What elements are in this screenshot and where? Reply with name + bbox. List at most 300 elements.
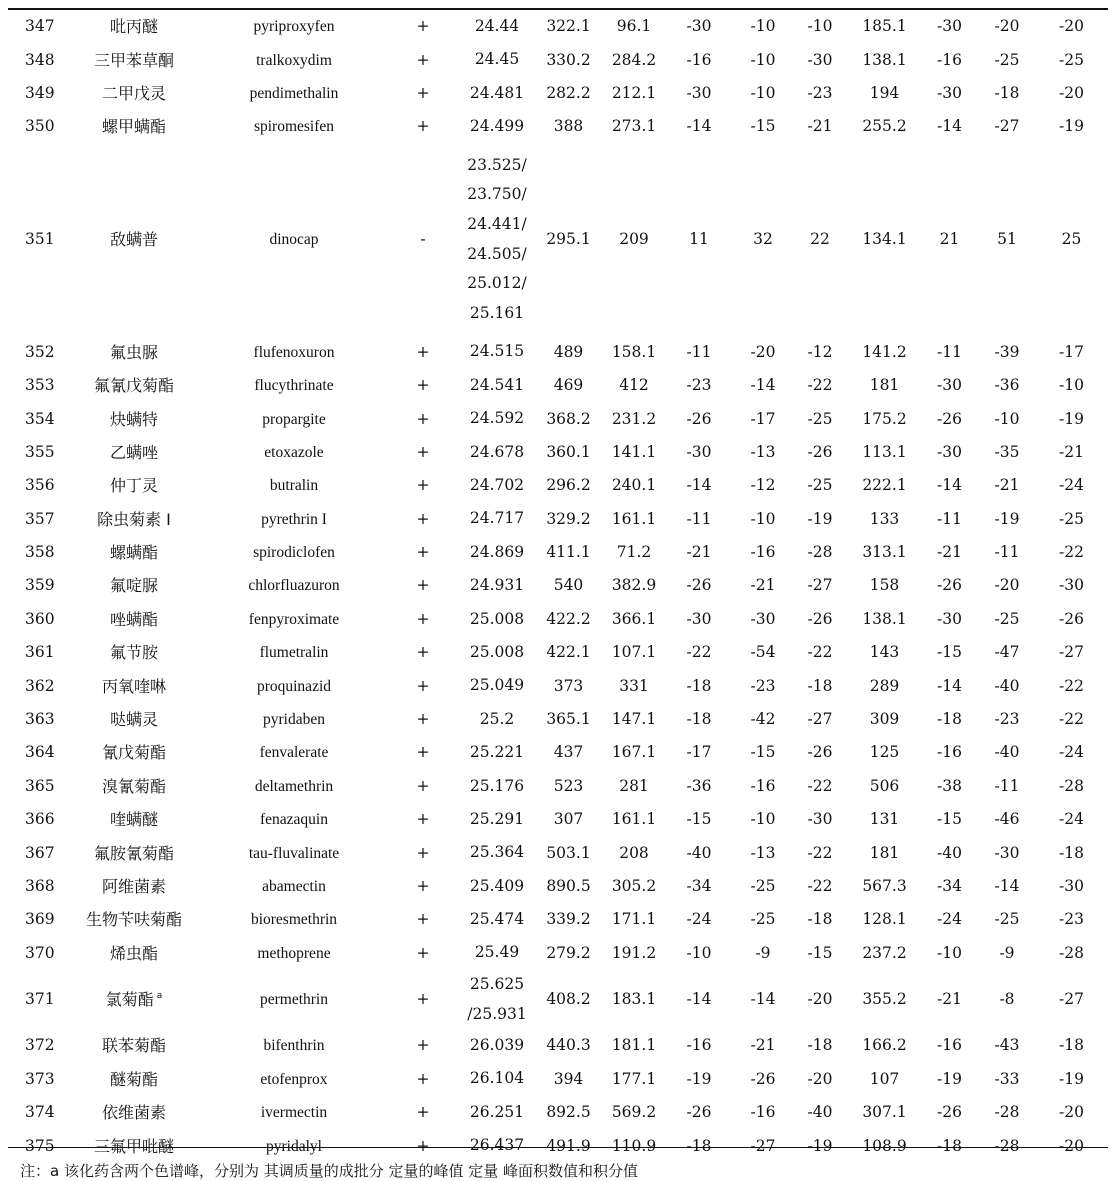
cell-product-ion-2-text: 125: [869, 743, 900, 762]
cell-cxp-1-text: -22: [807, 877, 833, 895]
cell-number: [8, 436, 64, 469]
cell-cxp-2-text: -20: [1059, 1136, 1084, 1155]
cell-cxp-2-text: -27: [1059, 643, 1084, 662]
cell-ion-mode-text: -: [420, 230, 426, 249]
cell-product-ion-1: [605, 603, 663, 636]
cell-number: [8, 937, 64, 970]
cell-cxp-1-text: -26: [807, 609, 833, 628]
cell-product-ion-2: [849, 870, 920, 903]
cell-english-name: [204, 903, 384, 936]
cell-precursor-ion-text: 394: [553, 1069, 584, 1088]
cell-dp-2: [920, 469, 979, 502]
cell-cxp-1: [791, 503, 849, 536]
cell-product-ion-1: [605, 1096, 663, 1129]
table-row: [8, 937, 1108, 970]
cell-number: [8, 1029, 64, 1062]
cell-ce-2-text: -47: [994, 643, 1020, 662]
cell-number-text: 371: [25, 990, 55, 1009]
cell-retention-time: [462, 770, 532, 803]
cell-number-text: 347: [25, 17, 55, 36]
cell-english-name: [204, 1096, 384, 1129]
cell-number-text: 373: [25, 1069, 55, 1088]
cell-ion-mode: [384, 903, 462, 936]
cell-english-name: [204, 1029, 384, 1062]
cell-retention-time: [462, 903, 532, 936]
cell-cxp-2: [1035, 870, 1108, 903]
cell-ion-mode-text: +: [416, 877, 430, 895]
retention-time-line: 24.515: [469, 342, 525, 361]
cell-product-ion-1-text: 273.1: [611, 117, 657, 136]
cell-cxp-2: [1035, 536, 1108, 569]
cell-product-ion-1-text: 208: [619, 843, 649, 862]
cell-cxp-1-text: -19: [807, 1136, 833, 1155]
cell-ce-2-text: -8: [999, 990, 1015, 1009]
cell-english-name-text: bioresmethrin: [250, 911, 338, 929]
cell-ce-2-text: -10: [994, 409, 1020, 428]
retention-time-line: 25.291: [469, 809, 525, 828]
cell-ce-1: [735, 836, 791, 869]
cell-retention-time: [462, 436, 532, 469]
cell-english-name: [204, 43, 384, 76]
cell-dp-1-text: -30: [686, 442, 712, 461]
cell-ce-2: [979, 77, 1035, 110]
cell-product-ion-2: [849, 669, 920, 702]
cell-cxp-1-text: -18: [807, 676, 833, 695]
cell-dp-1: [663, 144, 735, 336]
table-row: [8, 369, 1108, 402]
table-row: [8, 836, 1108, 869]
cell-ion-mode: [384, 1029, 462, 1062]
cell-dp-1-text: -14: [686, 990, 712, 1009]
cell-product-ion-2: [849, 77, 920, 110]
cell-ce-1-text: -10: [750, 810, 776, 829]
cell-product-ion-1-text: 231.2: [611, 409, 657, 428]
cell-product-ion-2-text: 133: [869, 509, 900, 528]
table-row: [8, 970, 1108, 1029]
cell-precursor-ion-text: 307: [553, 810, 584, 829]
cell-ce-1: [735, 1029, 791, 1062]
cell-cxp-2: [1035, 1096, 1108, 1129]
cell-cxp-1-text: -30: [807, 810, 833, 829]
cell-dp-1: [663, 636, 735, 669]
table-row: [8, 770, 1108, 803]
cell-chinese-name: [64, 77, 204, 110]
retention-time-line: 26.251: [469, 1102, 525, 1121]
cell-dp-1: [663, 836, 735, 869]
cell-cxp-1-text: -22: [807, 776, 833, 795]
cell-precursor-ion-text: 279.2: [546, 943, 591, 962]
cell-product-ion-2: [849, 43, 920, 76]
retention-time-line: 24.499: [469, 117, 525, 136]
cell-dp-2: [920, 703, 979, 736]
cell-ce-1: [735, 736, 791, 769]
cell-dp-2: [920, 636, 979, 669]
cell-english-name: [204, 110, 384, 143]
cell-cxp-1: [791, 870, 849, 903]
cell-ce-1: [735, 703, 791, 736]
cell-ion-mode: [384, 336, 462, 369]
cell-product-ion-2-text: 108.9: [862, 1136, 907, 1155]
cell-dp-2: [920, 10, 979, 43]
cell-retention-time: [462, 803, 532, 836]
cell-precursor-ion: [532, 369, 605, 402]
cell-cxp-1-text: -20: [807, 1069, 833, 1088]
cell-english-name: [204, 603, 384, 636]
cell-dp-1: [663, 110, 735, 143]
cell-ce-1-text: -17: [750, 409, 776, 428]
cell-precursor-ion: [532, 1063, 605, 1096]
cell-product-ion-1: [605, 770, 663, 803]
cell-chinese-name: [64, 469, 204, 502]
cell-number: [8, 503, 64, 536]
cell-cxp-1: [791, 1063, 849, 1096]
cell-cxp-2: [1035, 636, 1108, 669]
cell-cxp-2-text: -24: [1059, 810, 1084, 829]
cell-cxp-1: [791, 369, 849, 402]
cell-cxp-2: [1035, 1063, 1108, 1096]
cell-cxp-2: [1035, 703, 1108, 736]
cell-dp-2-text: -26: [937, 409, 962, 428]
cell-product-ion-2: [849, 469, 920, 502]
cell-english-name-text: permethrin: [259, 991, 328, 1009]
cell-cxp-1-text: 22: [810, 230, 830, 249]
cell-ce-2: [979, 870, 1035, 903]
cell-dp-2-text: -19: [937, 1069, 962, 1088]
cell-ce-1: [735, 903, 791, 936]
cell-dp-2: [920, 1096, 979, 1129]
cell-cxp-2-text: -19: [1059, 117, 1084, 136]
table-row: [8, 1063, 1108, 1096]
cell-cxp-1: [791, 803, 849, 836]
cell-ce-2: [979, 43, 1035, 76]
cell-ion-mode: [384, 937, 462, 970]
cell-product-ion-2: [849, 903, 920, 936]
cell-dp-2-text: -14: [937, 676, 962, 695]
cell-dp-2-text: -30: [937, 609, 962, 628]
cell-english-name: [204, 736, 384, 769]
retention-time-line: 24.931: [469, 576, 525, 595]
table-row: [8, 803, 1108, 836]
cell-cxp-2-text: -18: [1059, 843, 1084, 862]
cell-ce-2-text: -40: [994, 676, 1020, 695]
cell-ion-mode-text: +: [416, 543, 430, 562]
cell-product-ion-1-text: 167.1: [611, 743, 657, 762]
cell-ce-1-text: -15: [750, 743, 776, 762]
cell-precursor-ion-text: 339.2: [546, 910, 591, 929]
cell-ce-2: [979, 536, 1035, 569]
cell-cxp-2-text: -20: [1059, 17, 1084, 36]
cell-product-ion-1: [605, 1063, 663, 1096]
cell-retention-time: [462, 1096, 532, 1129]
cell-chinese-name-text: 氟胺氰菊酯: [93, 843, 174, 863]
cell-ce-1: [735, 937, 791, 970]
cell-dp-2: [920, 603, 979, 636]
cell-dp-1: [663, 436, 735, 469]
cell-english-name-text: pyriproxyfen: [253, 18, 335, 36]
cell-dp-1-text: -30: [686, 609, 712, 628]
cell-english-name: [204, 803, 384, 836]
retention-time-line: 25.008: [469, 642, 525, 661]
cell-english-name-text: flumetralin: [259, 644, 329, 662]
cell-dp-2-text: -14: [937, 476, 962, 495]
cell-product-ion-2: [849, 10, 920, 43]
cell-ce-2-text: -14: [994, 877, 1020, 895]
retention-time-line: 23.525/: [467, 155, 527, 174]
cell-chinese-name: [64, 803, 204, 836]
cell-number-text: 365: [25, 776, 55, 795]
cell-english-name-text: chlorfluazuron: [248, 577, 340, 595]
cell-retention-time: [462, 144, 532, 336]
cell-ce-1-text: -54: [750, 643, 776, 662]
cell-product-ion-2-text: 181: [869, 376, 900, 395]
cell-dp-2-text: -34: [937, 877, 962, 895]
cell-ce-2: [979, 669, 1035, 702]
cell-number-text: 375: [25, 1136, 55, 1155]
cell-ion-mode: [384, 569, 462, 602]
cell-ce-2: [979, 770, 1035, 803]
cell-precursor-ion-text: 437: [553, 743, 584, 762]
cell-cxp-1: [791, 10, 849, 43]
cell-number-text: 367: [25, 843, 55, 862]
cell-number: [8, 970, 64, 1029]
cell-product-ion-1: [605, 736, 663, 769]
cell-product-ion-1: [605, 636, 663, 669]
cell-ce-1-text: -25: [750, 877, 776, 895]
cell-ion-mode-text: +: [416, 676, 430, 695]
retention-time-line: 25.221: [469, 743, 525, 762]
cell-precursor-ion-text: 440.3: [546, 1036, 591, 1055]
cell-dp-1-text: -26: [686, 1103, 712, 1122]
cell-chinese-name-text: 氟虫脲: [109, 342, 158, 362]
retention-time-line: 25.176: [469, 776, 525, 795]
cell-product-ion-1: [605, 436, 663, 469]
cell-ce-1: [735, 636, 791, 669]
cell-dp-1: [663, 669, 735, 702]
cell-chinese-name-text: 仲丁灵: [109, 476, 158, 496]
cell-english-name: [204, 703, 384, 736]
cell-ion-mode: [384, 10, 462, 43]
cell-cxp-1: [791, 937, 849, 970]
cell-number: [8, 402, 64, 435]
cell-product-ion-1-text: 305.2: [611, 877, 657, 895]
cell-product-ion-1: [605, 402, 663, 435]
cell-product-ion-1: [605, 1029, 663, 1062]
cell-english-name-text: proquinazid: [256, 677, 332, 695]
cell-product-ion-2-text: 313.1: [862, 543, 907, 562]
cell-cxp-2-text: -18: [1059, 1036, 1084, 1055]
retention-time-line: 24.541: [469, 375, 525, 394]
retention-time-line: /25.931: [467, 1004, 527, 1023]
cell-chinese-name-text: 除虫菊素 I: [97, 509, 171, 529]
cell-ce-1: [735, 770, 791, 803]
retention-time-line: 25.409: [469, 876, 525, 895]
cell-cxp-1-text: -25: [807, 476, 833, 495]
cell-english-name: [204, 503, 384, 536]
cell-dp-1: [663, 43, 735, 76]
cell-retention-time: [462, 469, 532, 502]
cell-cxp-1-text: -27: [807, 710, 833, 729]
cell-product-ion-1-text: 147.1: [611, 710, 657, 729]
cell-ce-2: [979, 469, 1035, 502]
cell-ce-1-text: -26: [750, 1069, 776, 1088]
cell-ce-2: [979, 1029, 1035, 1062]
table-row: [8, 402, 1108, 435]
cell-product-ion-1-text: 141.1: [611, 442, 657, 461]
cell-precursor-ion: [532, 503, 605, 536]
cell-precursor-ion-text: 540: [553, 576, 584, 595]
cell-dp-1-text: -22: [686, 643, 712, 662]
cell-cxp-1: [791, 836, 849, 869]
cell-ce-2-text: -18: [994, 83, 1020, 102]
cell-number-text: 374: [25, 1103, 55, 1122]
cell-cxp-1: [791, 436, 849, 469]
cell-english-name-text: methoprene: [257, 944, 331, 962]
cell-ce-2-text: -9: [999, 943, 1015, 962]
cell-ce-2: [979, 970, 1035, 1029]
cell-precursor-ion: [532, 77, 605, 110]
cell-retention-time: [462, 336, 532, 369]
retention-time-line: 25.012/: [467, 274, 527, 293]
cell-product-ion-2-text: 222.1: [862, 476, 907, 495]
cell-product-ion-2-text: 355.2: [862, 990, 907, 1009]
cell-cxp-1-text: -22: [807, 643, 833, 662]
cell-chinese-name-text: 醚菊酯: [109, 1069, 158, 1089]
cell-ce-1-text: -16: [750, 1103, 776, 1122]
table-row: [8, 43, 1108, 76]
retention-time-line: 24.678: [469, 442, 525, 461]
cell-ce-2-text: -27: [994, 117, 1020, 136]
cell-ce-1-text: -23: [750, 676, 776, 695]
cell-cxp-2-text: -24: [1059, 743, 1084, 762]
cell-number: [8, 870, 64, 903]
cell-dp-1: [663, 1063, 735, 1096]
cell-ion-mode-text: +: [416, 342, 430, 361]
cell-ce-2: [979, 736, 1035, 769]
cell-cxp-1: [791, 736, 849, 769]
cell-cxp-2-text: -24: [1059, 476, 1084, 495]
cell-number: [8, 1096, 64, 1129]
cell-retention-time: [462, 669, 532, 702]
cell-ion-mode: [384, 770, 462, 803]
retention-time-line: 25.008: [469, 609, 525, 628]
cell-ce-1-text: -30: [750, 609, 776, 628]
cell-dp-1: [663, 536, 735, 569]
cell-cxp-2: [1035, 603, 1108, 636]
cell-english-name: [204, 1063, 384, 1096]
cell-cxp-2: [1035, 402, 1108, 435]
cell-chinese-name: [64, 144, 204, 336]
cell-number: [8, 469, 64, 502]
cell-dp-2-text: -10: [937, 943, 962, 962]
cell-ce-2: [979, 503, 1035, 536]
cell-ion-mode-text: +: [416, 117, 430, 136]
retention-time-line: 24.869: [469, 542, 525, 561]
cell-chinese-name-text: 溴氰菊酯: [101, 776, 166, 796]
cell-chinese-name-text: 吡丙醚: [109, 17, 158, 37]
cell-cxp-2-text: -26: [1059, 609, 1084, 628]
retention-time-line: 25.364: [469, 843, 525, 862]
cell-dp-2: [920, 736, 979, 769]
cell-ce-1: [735, 536, 791, 569]
cell-retention-time: [462, 970, 532, 1029]
cell-chinese-name: [64, 669, 204, 702]
cell-ce-1: [735, 336, 791, 369]
cell-english-name: [204, 770, 384, 803]
cell-product-ion-2-text: 506: [869, 776, 900, 795]
cell-chinese-name-text: 氯菊酯: [105, 990, 154, 1010]
cell-number-text: 362: [25, 676, 55, 695]
cell-cxp-2-text: -19: [1059, 409, 1084, 428]
cell-dp-1-text: -19: [686, 1069, 712, 1088]
cell-product-ion-1-text: 161.1: [611, 810, 657, 829]
cell-ce-1: [735, 603, 791, 636]
cell-dp-2-text: -18: [937, 710, 962, 729]
cell-cxp-2-text: -28: [1059, 776, 1084, 795]
table-row: [8, 77, 1108, 110]
table-row: [8, 569, 1108, 602]
cell-cxp-1: [791, 402, 849, 435]
cell-dp-1-text: -24: [686, 910, 712, 929]
cell-ce-1-text: -10: [750, 50, 776, 69]
cell-cxp-1-text: -40: [807, 1103, 833, 1122]
cell-product-ion-2: [849, 970, 920, 1029]
cell-chinese-name-text: 氰戊菊酯: [101, 743, 166, 763]
table-body: [8, 10, 1108, 1163]
cell-cxp-1: [791, 469, 849, 502]
cell-product-ion-2-text: 307.1: [862, 1103, 907, 1122]
cell-cxp-1: [791, 77, 849, 110]
footnote-marker: a: [156, 991, 163, 1002]
cell-product-ion-2: [849, 836, 920, 869]
cell-product-ion-2: [849, 402, 920, 435]
cell-precursor-ion: [532, 1029, 605, 1062]
cell-cxp-1-text: -28: [807, 543, 833, 562]
cell-english-name-text: ivermectin: [260, 1104, 328, 1122]
cell-english-name-text: spiromesifen: [253, 118, 335, 136]
table-row: [8, 469, 1108, 502]
cell-english-name-text: pyridalyl: [266, 1137, 322, 1155]
cell-english-name-text: fenvalerate: [259, 744, 329, 762]
cell-dp-2: [920, 536, 979, 569]
cell-chinese-name-text: 氟啶脲: [109, 576, 158, 596]
retention-time-line: 25.49: [474, 943, 520, 962]
cell-cxp-1-text: -22: [807, 843, 833, 862]
cell-ion-mode-text: +: [416, 409, 430, 428]
cell-cxp-2-text: 25: [1061, 230, 1082, 249]
cell-ion-mode-text: +: [416, 1103, 430, 1122]
cell-retention-time: [462, 937, 532, 970]
cell-number: [8, 10, 64, 43]
retention-time-line: 24.44: [474, 16, 520, 35]
cell-cxp-2: [1035, 503, 1108, 536]
cell-precursor-ion: [532, 803, 605, 836]
cell-cxp-1: [791, 336, 849, 369]
cell-cxp-2: [1035, 903, 1108, 936]
cell-ce-2: [979, 703, 1035, 736]
cell-cxp-1-text: -18: [807, 910, 833, 929]
cell-dp-1-text: -11: [686, 342, 712, 361]
cell-ce-1-text: -21: [750, 1036, 776, 1055]
cell-ce-1: [735, 1063, 791, 1096]
cell-chinese-name-text: 炔螨特: [109, 409, 158, 429]
cell-dp-2-text: -16: [937, 1036, 962, 1055]
cell-dp-2: [920, 436, 979, 469]
cell-cxp-2-text: -27: [1059, 990, 1084, 1009]
cell-cxp-2-text: -30: [1059, 877, 1084, 895]
cell-chinese-name: [64, 43, 204, 76]
cell-cxp-1-text: -30: [807, 50, 833, 69]
cell-product-ion-1: [605, 569, 663, 602]
